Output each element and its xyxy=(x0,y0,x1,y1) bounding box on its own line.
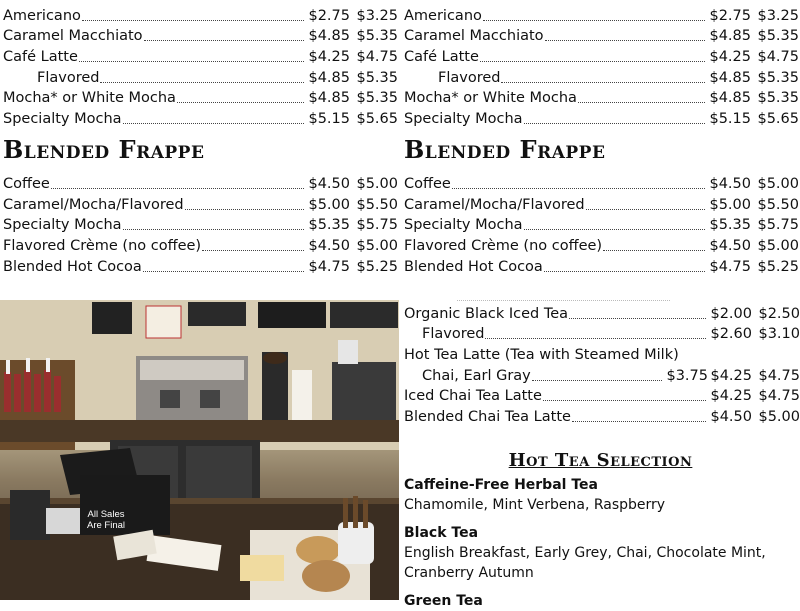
espresso-list xyxy=(0,4,398,128)
dot-leader xyxy=(144,40,304,41)
menu-item xyxy=(401,405,800,426)
sign-line-2: Are Final xyxy=(86,520,125,531)
price-small: $4.85 xyxy=(308,90,350,107)
frappe-section-title: Blended Frappe xyxy=(404,135,606,165)
item-name: Chai, Earl Gray xyxy=(422,367,531,384)
dot-leader xyxy=(501,82,705,83)
frappe-list xyxy=(0,172,398,275)
price-large: $4.75 xyxy=(356,49,398,66)
menu-item xyxy=(0,234,398,255)
menu-board xyxy=(188,302,246,326)
price-large: $5.35 xyxy=(356,90,398,107)
price-small: $2.60 xyxy=(710,326,752,343)
item-name: Coffee xyxy=(404,175,451,192)
menu-item xyxy=(401,25,799,46)
dot-leader xyxy=(202,250,304,251)
price-small: $4.25 xyxy=(710,388,752,405)
dot-leader xyxy=(545,40,705,41)
price-large: $5.75 xyxy=(757,217,799,234)
menu-item xyxy=(401,172,799,193)
price-small: $4.75 xyxy=(709,258,751,275)
frappe-list xyxy=(401,172,799,275)
menu-item xyxy=(0,66,398,87)
item-name: Americano xyxy=(3,7,81,24)
price-small: $4.85 xyxy=(308,69,350,86)
price-small: $4.85 xyxy=(709,90,751,107)
item-name: Flavored xyxy=(422,326,485,343)
item-name: Hot Tea Latte (Tea with Steamed Milk) xyxy=(404,347,679,364)
price-small: $2.00 xyxy=(710,305,752,322)
dot-leader xyxy=(572,421,706,422)
dot-leader xyxy=(485,338,706,339)
price-large: $5.00 xyxy=(757,237,799,254)
dot-leader xyxy=(524,229,705,230)
item-name: Iced Chai Tea Latte xyxy=(404,388,542,405)
espresso-list xyxy=(401,4,799,128)
menu-item xyxy=(401,364,800,385)
price-large: $5.65 xyxy=(356,111,398,128)
price-large: $4.75 xyxy=(758,367,800,384)
price-small: $4.50 xyxy=(709,237,751,254)
right-menu-column xyxy=(401,4,799,276)
price-large: $5.35 xyxy=(356,69,398,86)
item-name: Specialty Mocha xyxy=(3,217,122,234)
black-tea-heading: Black Tea xyxy=(404,525,479,542)
item-name: Caramel Macchiato xyxy=(404,28,544,45)
menu-item xyxy=(0,172,398,193)
menu-item xyxy=(401,45,799,66)
menu-item xyxy=(401,107,799,128)
price-large: $3.25 xyxy=(757,7,799,24)
menu-item xyxy=(401,255,799,276)
dot-leader xyxy=(452,188,705,189)
menu-item xyxy=(0,193,398,214)
price-small: $4.25 xyxy=(308,49,350,66)
item-name: Mocha* or White Mocha xyxy=(3,90,176,107)
price-small: $2.75 xyxy=(308,7,350,24)
dot-leader xyxy=(543,400,706,401)
dot-leader xyxy=(480,61,705,62)
left-menu-column xyxy=(0,4,398,276)
price-large: $5.35 xyxy=(757,28,799,45)
green-tea-heading: Green Tea xyxy=(404,593,483,610)
menu-board xyxy=(330,302,398,328)
price-small: $5.00 xyxy=(709,196,751,213)
menu-item xyxy=(401,234,799,255)
price-small: $4.85 xyxy=(308,28,350,45)
dot-leader xyxy=(524,123,705,124)
menu-board xyxy=(258,302,326,328)
price-large: $5.00 xyxy=(356,237,398,254)
price-large: $5.65 xyxy=(757,111,799,128)
dot-leader xyxy=(532,380,662,381)
menu-item xyxy=(0,107,398,128)
price-small: $5.15 xyxy=(709,111,751,128)
herbal-tea-list: Chamomile, Mint Verbena, Raspberry xyxy=(404,497,666,514)
dot-leader xyxy=(586,209,705,210)
item-name: Specialty Mocha xyxy=(404,217,523,234)
item-name: Caramel/Mocha/Flavored xyxy=(404,196,585,213)
price-large: $3.10 xyxy=(758,326,800,343)
menu-item xyxy=(0,45,398,66)
menu-item xyxy=(401,4,799,25)
item-name: Caramel Macchiato xyxy=(3,28,143,45)
sign-line-1: All Sales xyxy=(87,509,125,520)
item-name: Flavored Crème (no coffee) xyxy=(3,237,202,254)
wall-sign xyxy=(146,306,181,338)
price-small: $4.50 xyxy=(709,175,751,192)
item-name: Flavored Crème (no coffee) xyxy=(404,237,603,254)
menu-item xyxy=(401,87,799,108)
frappe-section-title: Blended Frappe xyxy=(3,135,205,165)
dot-leader xyxy=(603,250,705,251)
menu-item xyxy=(0,214,398,235)
menu-item xyxy=(0,87,398,108)
menu-item xyxy=(401,385,800,406)
item-name: Blended Chai Tea Latte xyxy=(404,409,571,426)
coffee-brewer xyxy=(332,362,396,422)
all-sales-final-sign xyxy=(81,509,131,534)
dot-leader xyxy=(143,271,304,272)
menu-item xyxy=(401,214,799,235)
price-large: $3.25 xyxy=(356,7,398,24)
price-small: $4.75 xyxy=(308,258,350,275)
dot-leader xyxy=(578,102,705,103)
dot-leader xyxy=(483,20,705,21)
price-large: $5.75 xyxy=(356,217,398,234)
price-small: $4.50 xyxy=(710,409,752,426)
price-small: $4.50 xyxy=(308,175,350,192)
price-small: $4.85 xyxy=(709,69,751,86)
price-small: $4.50 xyxy=(308,237,350,254)
price-extra-small: $3.75 xyxy=(666,367,708,384)
item-name: Caramel/Mocha/Flavored xyxy=(3,196,184,213)
black-tea-list: English Breakfast, Early Grey, Chai, Chocolate Mint, Cranberry Autumn xyxy=(404,545,766,582)
price-large: $5.00 xyxy=(356,175,398,192)
price-small: $4.25 xyxy=(709,49,751,66)
item-name: Specialty Mocha xyxy=(3,111,122,128)
price-small: $5.35 xyxy=(709,217,751,234)
item-name: Mocha* or White Mocha xyxy=(404,90,577,107)
menu-item xyxy=(401,66,799,87)
price-small: $5.15 xyxy=(308,111,350,128)
item-name: Specialty Mocha xyxy=(404,111,523,128)
item-name: Flavored xyxy=(37,69,100,86)
price-large: $5.35 xyxy=(356,28,398,45)
item-name: Coffee xyxy=(3,175,50,192)
photo-illustration xyxy=(0,300,399,600)
item-name: Flavored xyxy=(438,69,501,86)
price-large: $4.75 xyxy=(758,388,800,405)
hot-tea-title: Hot Tea Selection xyxy=(508,450,693,472)
item-name: Blended Hot Cocoa xyxy=(3,258,142,275)
price-large: $5.25 xyxy=(356,258,398,275)
dot-leader xyxy=(100,82,304,83)
price-large: $5.50 xyxy=(757,196,799,213)
dot-leader xyxy=(82,20,304,21)
price-large: $5.35 xyxy=(757,69,799,86)
item-name: Organic Black Iced Tea xyxy=(404,305,569,322)
dot-leader xyxy=(544,271,705,272)
menu-item xyxy=(0,25,398,46)
dot-leader xyxy=(123,123,304,124)
price-small: $4.85 xyxy=(709,28,751,45)
dot-leader xyxy=(185,209,304,210)
dot-leader xyxy=(51,188,304,189)
price-large: $2.50 xyxy=(758,305,800,322)
price-large: $5.00 xyxy=(758,409,800,426)
price-large: $4.75 xyxy=(757,49,799,66)
dot-leader xyxy=(177,102,304,103)
dot-leader xyxy=(123,229,304,230)
menu-item xyxy=(401,193,799,214)
dot-leader xyxy=(569,318,706,319)
menu-item xyxy=(401,343,800,364)
menu-item xyxy=(0,4,398,25)
dot-leader xyxy=(79,61,304,62)
price-small: $4.25 xyxy=(710,367,752,384)
item-name: Americano xyxy=(404,7,482,24)
menu-item xyxy=(401,302,800,323)
coffee-counter-photo xyxy=(0,300,399,600)
menu-item xyxy=(401,323,800,344)
item-name: Blended Hot Cocoa xyxy=(404,258,543,275)
price-small: $2.75 xyxy=(709,7,751,24)
menu-item xyxy=(0,255,398,276)
price-large: $5.25 xyxy=(757,258,799,275)
item-name: Café Latte xyxy=(404,49,479,66)
tea-section xyxy=(401,300,800,611)
herbal-tea-heading: Caffeine-Free Herbal Tea xyxy=(404,477,598,494)
price-small: $5.35 xyxy=(308,217,350,234)
wall-poster xyxy=(92,302,132,334)
price-large: $5.50 xyxy=(356,196,398,213)
price-large: $5.35 xyxy=(757,90,799,107)
price-small: $5.00 xyxy=(308,196,350,213)
item-name: Café Latte xyxy=(3,49,78,66)
price-large: $5.00 xyxy=(757,175,799,192)
